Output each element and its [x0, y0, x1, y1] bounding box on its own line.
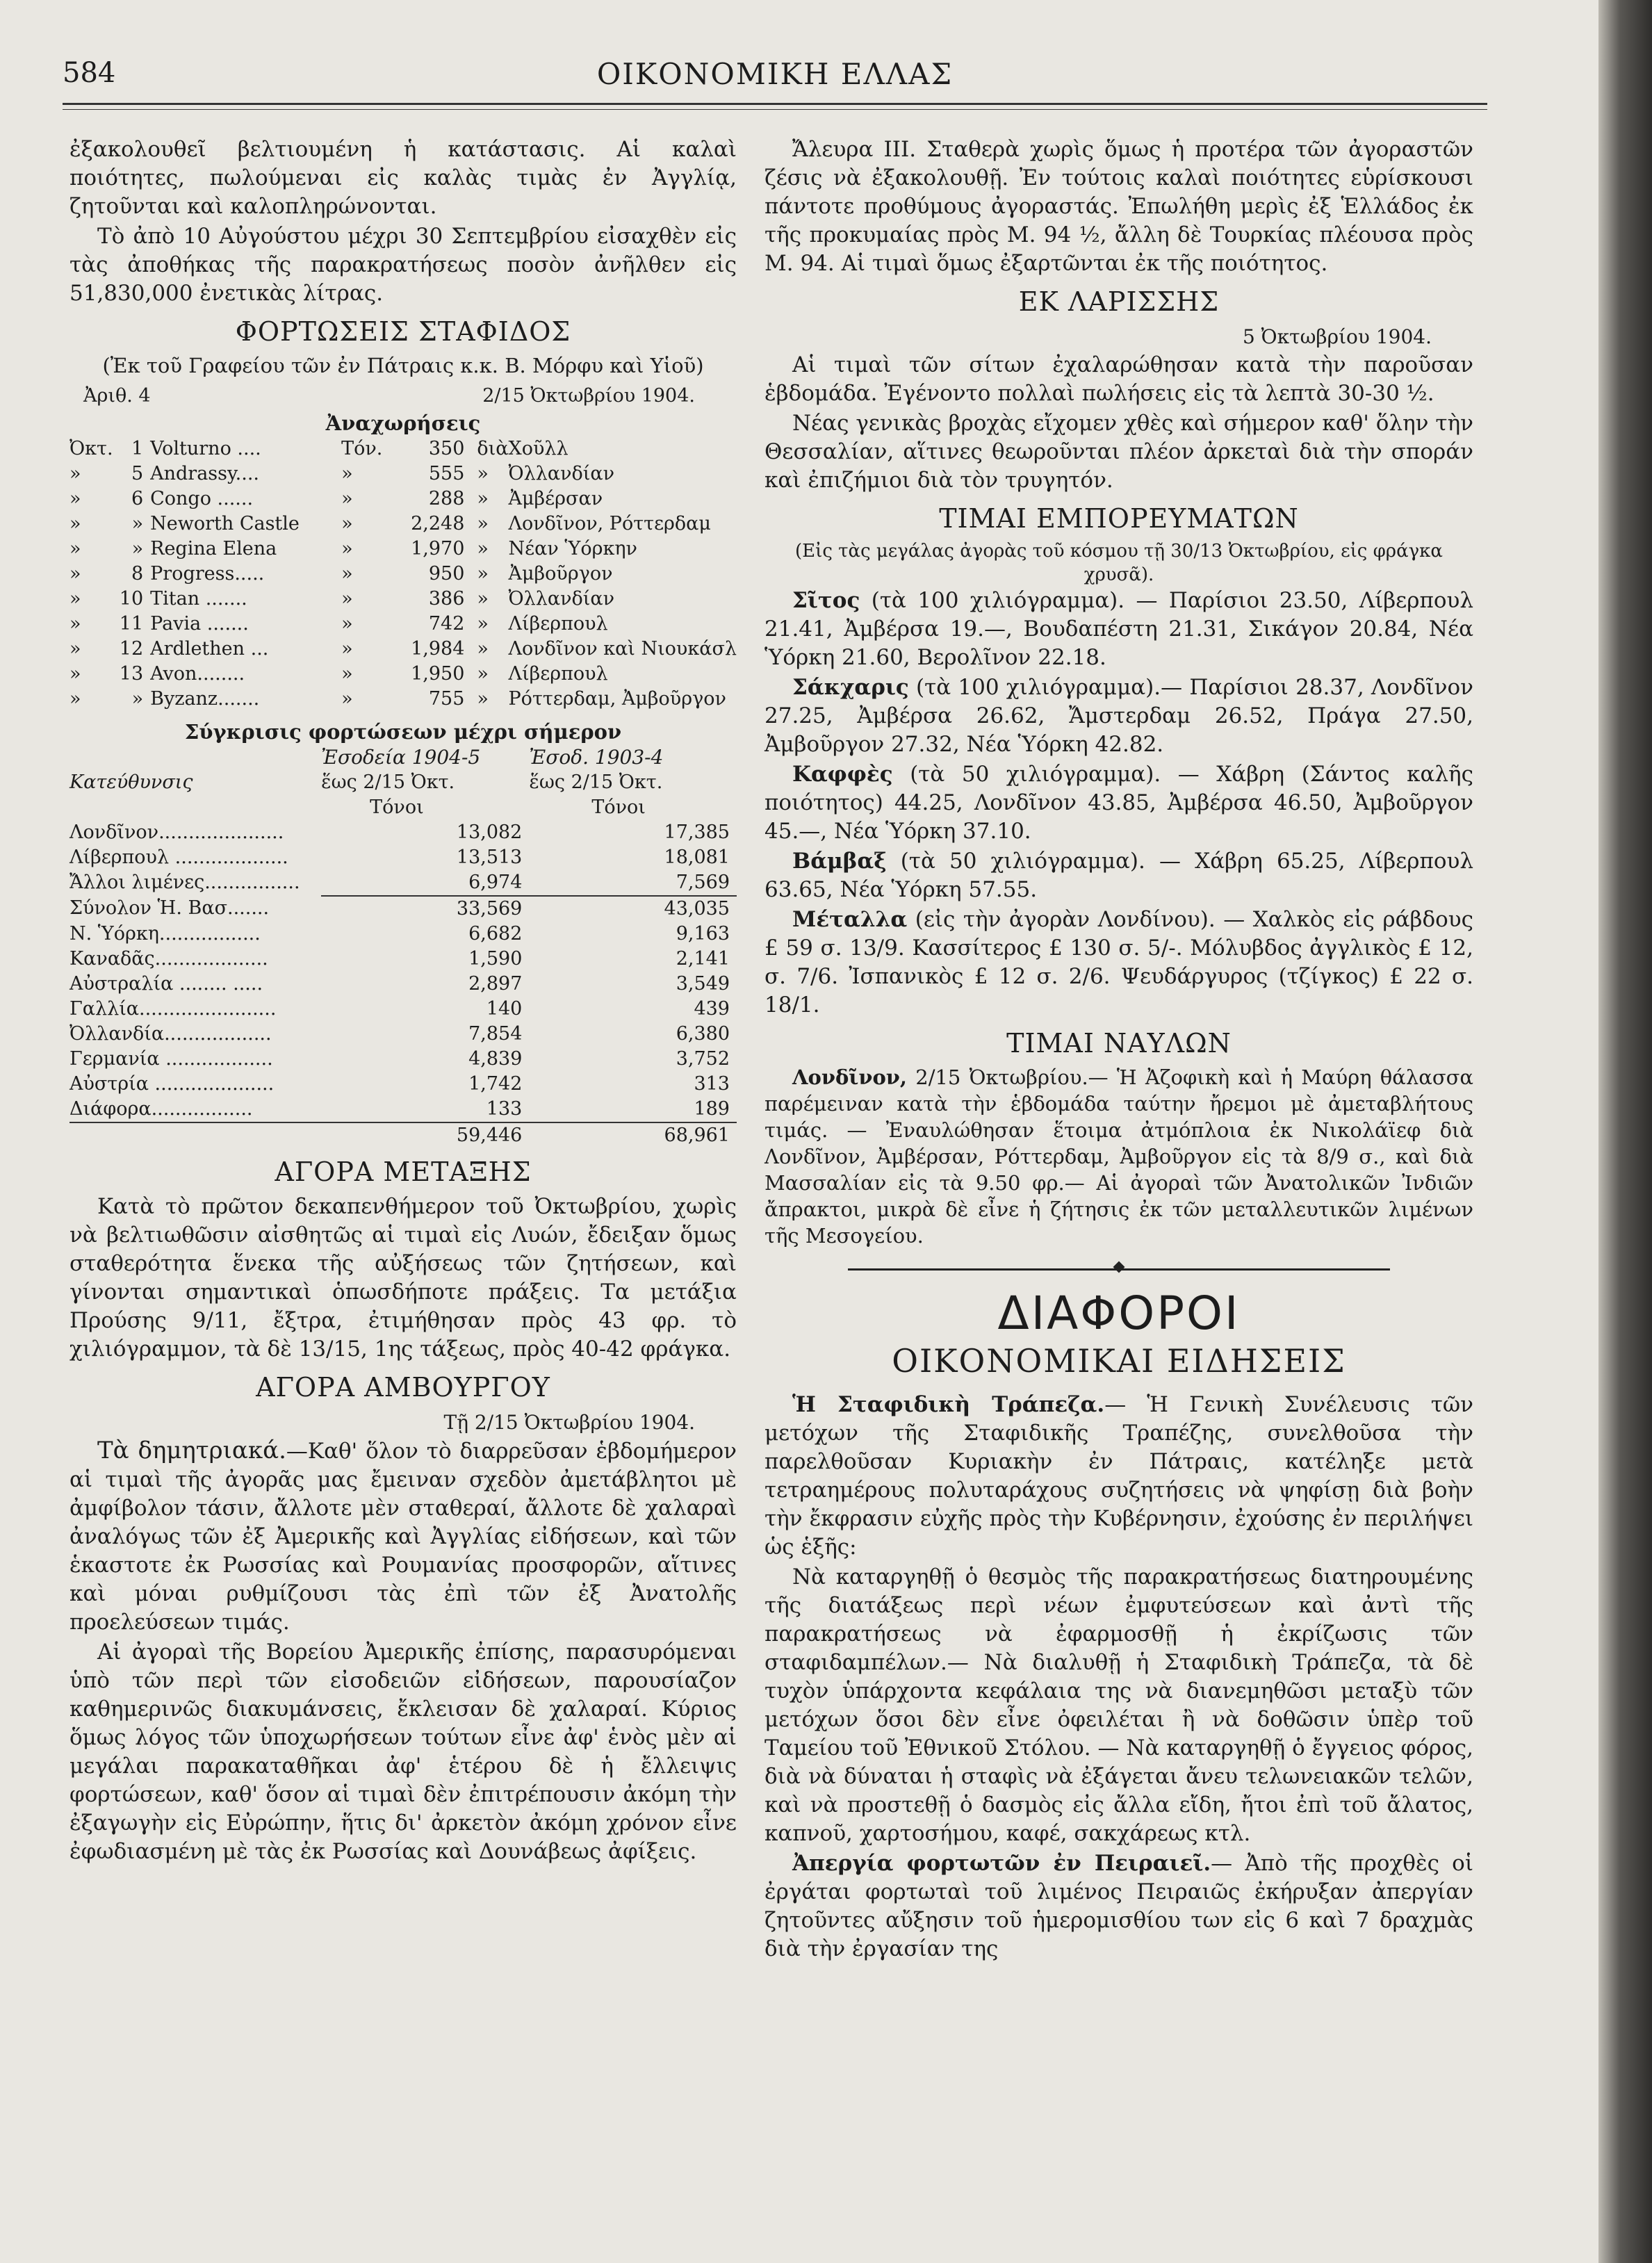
- strike-text: — Ἀπὸ τῆς προχθὲς οἱ ἐργάται φορτωταὶ τοῦ λιμένος Πειραιῶς ἐκήρυξαν ἀπεργίαν ζητοῦντες αὔξησιν τοῦ ἡμερομισθίου των εἰς 6 καὶ 7 δραχμὰς διὰ τὴν ἐργασίαν της: [764, 1851, 1473, 1961]
- departure-day: »: [131, 688, 144, 710]
- comparison-destination: Ἄλλοι λιμένες................: [69, 872, 300, 893]
- silk-market-text: Κατὰ τὸ πρῶτον δεκαπενθήμερον τοῦ Ὀκτωβρίου, χωρὶς νὰ βελτιωθῶσιν αἰσθητῶς αἱ τιμαὶ εἰς Λυών, ἔδειξαν ὅμως σταθερότητα ἕνεκα τῆς αὐξήσεως τῶν ζητήσεων, καὶ γίνονται σημαντικαὶ ὁπωσδήποτε πράξεις. Τα μετάξια Προύσης 9/11, ἔξτρα, ἐτιμήθησαν πρὸς 43 φρ. τὸ χιλιόγραμμον, τὰ δὲ 13/15, 1ης τάξεως, πρὸς 40-42 φράγκα.: [69, 1194, 737, 1362]
- value-1904: 7,854: [468, 1023, 523, 1045]
- value-1904: 6,974: [321, 870, 529, 896]
- value-1903: 7,569: [529, 870, 737, 896]
- departure-month: »: [69, 663, 81, 685]
- value-1904: 13,082: [456, 822, 523, 843]
- goods-price-item: [764, 587, 1473, 672]
- goods-name: Μέταλλα: [792, 907, 908, 932]
- ship-tons: 742: [428, 613, 465, 635]
- value-1903: 18,081: [664, 847, 730, 868]
- departure-month: »: [69, 638, 81, 660]
- flour-paragraph: Ἄλευρα ΙΙΙ. Σταθερὰ χωρὶς ὅμως ἡ προτέρα τῶν ἀγοραστῶν ζέσις νὰ ἐξακολουθῇ. Ἐν τούτοις καλαὶ ποιότητες εὑρίσκουσι πάντοτε προθύμους ἀγοραστάς. Ἐπωλήθη μερὶς ἐξ Ἑλλάδος ἐκ τῆς προκυμαίας πρὸς Μ. 94 ½, ἄλλη δὲ Τουρκίας πλέουσα πρὸς Μ. 94. Αἱ τιμαὶ ὅμως ἐξαρτῶνται ἐκ τῆς ποιότητος.: [764, 137, 1473, 276]
- misc-subtitle: ΟΙΚΟΝΟΜΙΚΑΙ ΕΙΔΗΣΕΙΣ: [892, 1342, 1346, 1380]
- departure-row: [69, 687, 737, 712]
- upto-2: ἕως 2/15 Ὀκτ.: [529, 771, 663, 793]
- value-1904: 1,590: [468, 948, 523, 970]
- tons-unit: »: [341, 688, 353, 710]
- ship-name: Avon........: [150, 663, 245, 685]
- total-1903: 68,961: [529, 1122, 737, 1148]
- departure-row: [69, 612, 737, 637]
- departure-month: »: [69, 463, 81, 484]
- departure-month: »: [69, 513, 81, 534]
- departure-row: [69, 637, 737, 662]
- value-1904: 2,897: [468, 973, 523, 995]
- raisin-date: 2/15 Ὀκτωβρίου 1904.: [482, 385, 695, 407]
- total-1904: 59,446: [321, 1122, 529, 1148]
- departure-day: 8: [131, 563, 144, 585]
- tons-unit: »: [341, 563, 353, 585]
- comparison-destination: Αὐστρία ....................: [69, 1073, 275, 1095]
- hamburg-lead: Τὰ δημητριακά.: [97, 1437, 286, 1464]
- raisin-number: Ἀριθ. 4: [83, 385, 151, 407]
- larissa-title: ΕΚ ΛΑΡΙΣΣΗΣ: [1018, 286, 1220, 317]
- departure-row: [69, 537, 737, 562]
- ship-tons: 1,970: [411, 538, 465, 559]
- ship-name: Andrassy....: [150, 463, 260, 484]
- larissa-date: 5 Ὀκτωβρίου 1904.: [1242, 325, 1432, 348]
- tons-unit: »: [341, 538, 353, 559]
- comparison-table: [69, 745, 737, 1148]
- departure-month: Ὀκτ.: [69, 438, 113, 459]
- comparison-destination: Καναδᾶς...................: [69, 948, 268, 970]
- strike-lead: Ἀπεργία φορτωτῶν ἐν Πειραιεῖ.: [792, 1851, 1211, 1876]
- section-divider: [764, 1259, 1473, 1280]
- ship-tons: 288: [428, 488, 465, 509]
- hamburg-paragraph-2: Αἱ ἀγοραὶ τῆς Βορείου Ἀμερικῆς ἐπίσης, παρασυρόμεναι ὑπὸ τῶν περὶ τῶν εἰσοδειῶν εἰδήσεων, παρουσίαζον καθημερινῶς διακυμάνσεις, ἔκλεισαν δὲ χαλαραί. Κύριος ὅμως λόγος τῶν ὑποχωρήσεων τούτων εἶνε ἀφ' ἑνὸς μὲν αἱ μεγάλαι παρακαταθῆκαι ἀφ' ἑτέρου δὲ ἡ ἔλλειψις φορτώσεων, καθ' ὅσον αἱ τιμαὶ δὲν ἐπιτρέπουσιν ἀκόμη τὴν ἐξαγωγὴν εἰς Εὐρώπην, ἥτις δι' ἀρκετὸν ἀκόμη χρόνον εἶνε ἐφωδιασμένη μὲ τὰς ἐκ Ρωσσίας καὶ Δουνάβεως ἀφίξεις.: [69, 1640, 737, 1864]
- ship-name: Congo ......: [150, 488, 254, 509]
- goods-name: Βάμβαξ: [792, 849, 887, 874]
- comparison-row: [69, 896, 737, 922]
- raisin-meta: [83, 382, 695, 410]
- upto-1: ἕως 2/15 Ὀκτ.: [321, 771, 455, 793]
- goods-price-text: (τὰ 100 χιλιόγραμμα). — Παρίσιοι 23.50, Λίβερπουλ 21.41, Ἀμβέρσα 19.—, Βουδαπέστη 21.31, Σικάγον 20.84, Νέα Ὑόρκη 21.60, Βερολῖνον 22.18.: [764, 588, 1473, 670]
- tons-unit: »: [341, 588, 353, 610]
- value-1904: 133: [486, 1098, 523, 1120]
- departure-day: 10: [119, 588, 144, 610]
- via-word: »: [477, 563, 489, 585]
- intro-paragraph-1: ἐξακολουθεῖ βελτιουμένη ἡ κατάστασις. Αἱ καλαὶ ποιότητες, πωλούμεναι εἰς καλὰς τιμὰς ἐν Ἀγγλίᾳ, ζητοῦνται καὶ καλοπληρώνονται.: [69, 137, 737, 219]
- departure-day: 13: [119, 663, 144, 685]
- departure-row: [69, 587, 737, 612]
- strike-paragraph: [764, 1849, 1473, 1963]
- departures-table: [69, 436, 737, 712]
- ship-destination: Χοῦλλ: [508, 438, 569, 459]
- page-header: [63, 57, 1487, 99]
- ship-name: Progress.....: [150, 563, 265, 585]
- freight-paragraph: [764, 1064, 1473, 1249]
- raisin-shipments-title: ΦΟΡΤΩΣΕΙΣ ΣΤΑΦΙΔΟΣ: [235, 316, 571, 347]
- value-1903: 9,163: [676, 923, 730, 945]
- ship-destination: Νέαν Ὑόρκην: [508, 538, 637, 559]
- departure-day: 12: [119, 638, 144, 660]
- value-1903: 3,549: [676, 973, 730, 995]
- departure-month: »: [69, 538, 81, 559]
- comparison-destination: Σύνολον Ἡ. Βασ.......: [69, 897, 270, 919]
- tons-unit: »: [341, 463, 353, 484]
- ship-destination: Ἀμβοῦργον: [508, 563, 613, 585]
- bank-lead: Ἡ Σταφιδικὴ Τράπεζα.: [792, 1392, 1105, 1417]
- via-word: »: [477, 463, 489, 484]
- raisin-source: (Ἐκ τοῦ Γραφείου τῶν ἐν Πάτραις κ.κ. Β. Μόρφυ καὶ Υἱοῦ): [102, 354, 704, 377]
- value-1904: 140: [486, 998, 523, 1020]
- departure-row: [69, 487, 737, 512]
- value-1904: 33,569: [456, 898, 523, 920]
- left-column: [69, 136, 737, 1868]
- departure-month: »: [69, 488, 81, 509]
- comparison-destination: Γαλλία.......................: [69, 998, 277, 1020]
- freight-lead: Λονδῖνον,: [792, 1065, 908, 1089]
- tons-unit: »: [341, 488, 353, 509]
- ship-tons: 386: [428, 588, 465, 610]
- goods-name: Σάκχαρις: [792, 675, 909, 700]
- freight-text: 2/15 Ὀκτωβρίου.— Ἡ Ἀζοφικὴ καὶ ἡ Μαύρη θάλασσα παρέμειναν κατὰ τὴν ἑβδομάδα ταύτην ἤρεμοι μὲ ἀμεταβλήτους τιμάς. — Ἐναυλώθησαν ἕτοιμα ἀτμόπλοια ἐκ Νικολάϊεφ διὰ Λονδῖνον, Ἀμβέρσαν, Ρόττερδαμ, Ἀμβοῦργον εἰς τὰ 8/9 σ., καὶ διὰ Μασσαλίαν εἰς τὰ 9.50 φρ.— Αἱ ἀγοραὶ τῶν Ἀνατολικῶν Ἰνδιῶν ἄπρακτοι, μικρὰ δὲ εἶνε ἡ ζήτησις ἐκ τῶν μεταλλευτικῶν λιμένων τῆς Μεσογείου.: [764, 1065, 1473, 1248]
- ship-name: Volturno ....: [150, 438, 261, 459]
- tons-unit: »: [341, 663, 353, 685]
- comparison-destination: Αὐστραλία ........ .....: [69, 973, 263, 995]
- departures-title: Ἀναχωρήσεις: [325, 411, 481, 435]
- comparison-row: [69, 1072, 737, 1097]
- departure-row: [69, 512, 737, 537]
- comparison-row: [69, 1022, 737, 1047]
- ship-tons: 555: [428, 463, 465, 484]
- comparison-title: Σύγκρισις φορτώσεων μέχρι σήμερον: [184, 720, 622, 744]
- via-word: »: [477, 488, 489, 509]
- departure-month: »: [69, 688, 81, 710]
- departure-month: »: [69, 613, 81, 635]
- value-1904: 4,839: [468, 1048, 523, 1070]
- via-word: »: [477, 613, 489, 635]
- bank-paragraph-1-text: — Ἡ Γενικὴ Συνέλευσις τῶν μετόχων τῆς Σταφιδικῆς Τραπέζης, συνελθοῦσα τὴν παρελθοῦσαν Κυριακὴν ἐν Πάτραις, κατέληξε μετὰ τετραημέρους πολυταράχους συζητήσεις νὰ ψηφίσῃ διὰ βοὴν τὴν ἔκφρασιν εὐχῆς πρὸς τὴν Κυβέρνησιν, ἐχούσης ἐν περιλήψει ὡς ἑξῆς:: [764, 1392, 1473, 1560]
- comparison-destination: Ὀλλανδία..................: [69, 1023, 272, 1045]
- comparison-row: [69, 1047, 737, 1072]
- goods-prices-subtitle: (Εἰς τὰς μεγάλας ἀγορὰς τοῦ κόσμου τῇ 30/13 Ὀκτωβρίου, εἰς φράγκα χρυσᾶ).: [795, 541, 1443, 585]
- silk-market-title: ΑΓΟΡΑ ΜΕΤΑΞΗΣ: [275, 1157, 532, 1187]
- comparison-row: [69, 997, 737, 1022]
- ship-destination: Λονδῖνον, Ρόττερδαμ: [508, 513, 711, 534]
- departure-row: [69, 436, 737, 461]
- period-1903: Ἐσοδ. 1903-4: [529, 746, 664, 769]
- goods-price-text: (τὰ 100 χιλιόγραμμα).— Παρίσιοι 28.37, Λονδῖνον 27.25, Ἀμβέρσα 26.62, Ἄμστερδαμ 26.52, Πράγα 27.50, Ἀμβοῦργον 27.32, Νέα Ὑόρκη 42.82.: [764, 675, 1473, 757]
- value-1903: 439: [694, 998, 730, 1020]
- ship-destination: Ρόττερδαμ, Ἀμβοῦργον: [508, 688, 726, 710]
- comparison-total-row: [69, 1122, 737, 1148]
- header-rule: [63, 103, 1487, 105]
- comparison-destination: Διάφορα.................: [69, 1098, 253, 1120]
- comparison-row: [69, 947, 737, 972]
- departure-day: »: [131, 513, 144, 534]
- departure-day: »: [131, 538, 144, 559]
- hamburg-date: Τῇ 2/15 Ὀκτωβρίου 1904.: [443, 1411, 695, 1434]
- hamburg-paragraph-1: [69, 1437, 737, 1637]
- value-1904: 1,742: [468, 1073, 523, 1095]
- period-1904: Ἐσοδεία 1904-5: [321, 746, 481, 769]
- ship-tons: 1,950: [411, 663, 465, 685]
- tons-unit: »: [341, 638, 353, 660]
- via-word: »: [477, 513, 489, 534]
- ship-tons: 350: [428, 438, 465, 459]
- unit-1: Τόνοι: [370, 796, 424, 818]
- value-1903: 313: [694, 1073, 730, 1095]
- hamburg-market-title: ΑΓΟΡΑ ΑΜΒΟΥΡΓΟΥ: [256, 1372, 550, 1403]
- comparison-row: [69, 845, 737, 870]
- value-1903: 6,380: [676, 1023, 730, 1045]
- larissa-paragraph-1: Αἱ τιμαὶ τῶν σίτων ἐχαλαρώθησαν κατὰ τὴν παροῦσαν ἑβδομάδα. Ἐγένοντο πολλαὶ πωλήσεις εἰς τὰ λεπτὰ 30-30 ½.: [764, 352, 1473, 406]
- comparison-row: [69, 1097, 737, 1122]
- via-word: διὰ: [477, 438, 509, 459]
- ship-name: Titan .......: [150, 588, 247, 610]
- ship-destination: Λονδῖνον καὶ Νιουκάσλ: [508, 638, 737, 660]
- departure-day: 1: [131, 438, 144, 459]
- freight-prices-title: ΤΙΜΑΙ ΝΑΥΛΩΝ: [1006, 1028, 1232, 1059]
- tons-unit: »: [341, 613, 353, 635]
- ship-name: Pavia .......: [150, 613, 249, 635]
- hamburg-paragraph-1-text: —Καθ' ὅλον τὸ διαρρεῦσαν ἑβδομήμερον αἱ τιμαὶ τῆς ἀγορᾶς μας ἔμειναν σχεδὸν ἀμετάβλητοι μὲ ἀμφίβολον τάσιν, ἄλλοτε μὲν σταθεραί, ἄλλοτε δὲ χαλαραὶ ἀναλόγως τῶν ἐξ Ἀμερικῆς καὶ Ἀγγλίας εἰδήσεων, καὶ τῶν ἑκαστοτε ἐκ Ρωσσίας καὶ Ρουμανίας προσφορῶν, αἵτινες καὶ μόναι ρυθμίζουσι τὰς ἐπὶ τῶν ἐξ Ἀνατολῆς προελεύσεων τιμάς.: [69, 1439, 737, 1635]
- departure-row: [69, 662, 737, 687]
- departure-row: [69, 461, 737, 487]
- page-edge-shadow: [1598, 0, 1652, 2263]
- unit-2: Τόνοι: [591, 796, 646, 818]
- ship-name: Neworth Castle: [150, 513, 300, 534]
- ship-destination: Λίβερπουλ: [508, 613, 608, 635]
- ship-tons: 950: [428, 563, 465, 585]
- via-word: »: [477, 663, 489, 685]
- goods-price-text: (τὰ 50 χιλιόγραμμα). — Χάβρη 65.25, Λίβερπουλ 63.65, Νέα Ὑόρκη 57.55.: [764, 849, 1473, 902]
- value-1904: 13,513: [456, 847, 523, 868]
- ship-name: Ardlethen ...: [150, 638, 269, 660]
- page-number: 584: [63, 57, 116, 89]
- via-word: »: [477, 688, 489, 710]
- departure-day: 11: [119, 613, 144, 635]
- via-word: »: [477, 638, 489, 660]
- header-rule-thin: [63, 109, 1487, 110]
- goods-prices-title: ΤΙΜΑΙ ΕΜΠΟΡΕΥΜΑΤΩΝ: [939, 503, 1299, 534]
- comparison-destination: Ν. Ὑόρκη.................: [69, 923, 261, 945]
- tons-unit: »: [341, 513, 353, 534]
- tons-unit: Τόν.: [341, 438, 383, 459]
- comparison-row: [69, 820, 737, 845]
- goods-prices-list: [764, 587, 1473, 1020]
- ship-name: Byzanz.......: [150, 688, 260, 710]
- ship-tons: 2,248: [411, 513, 465, 534]
- misc-title: ΔΙΑΦΟΡΟΙ: [997, 1286, 1241, 1340]
- bank-paragraph-1: [764, 1391, 1473, 1562]
- departure-day: 5: [131, 463, 144, 484]
- ship-name: Regina Elena: [150, 538, 277, 559]
- comparison-destination: Λίβερπουλ ...................: [69, 847, 288, 868]
- direction-header: Κατεύθυνσις: [69, 771, 193, 793]
- departure-month: »: [69, 563, 81, 585]
- departure-month: »: [69, 588, 81, 610]
- comparison-row: [69, 972, 737, 997]
- departure-row: [69, 562, 737, 587]
- comparison-row: [69, 870, 737, 896]
- value-1903: 43,035: [664, 898, 730, 920]
- goods-price-item: [764, 906, 1473, 1020]
- goods-price-text: (τὰ 50 χιλιόγραμμα). — Χάβρη (Σάντος καλῆς ποιότητος) 44.25, Λονδῖνον 43.85, Ἀμβέρσα 46.50, Ἀμβοῦργον 45.—, Νέα Ὑόρκη 37.10.: [764, 762, 1473, 844]
- value-1903: 3,752: [676, 1048, 730, 1070]
- goods-price-item: [764, 760, 1473, 846]
- ship-destination: Ἀμβέρσαν: [508, 488, 603, 509]
- ship-destination: Ὀλλανδίαν: [508, 588, 615, 610]
- via-word: »: [477, 588, 489, 610]
- via-word: »: [477, 538, 489, 559]
- comparison-row: [69, 922, 737, 947]
- value-1904: 6,682: [468, 923, 523, 945]
- goods-name: Σῖτος: [792, 588, 860, 613]
- goods-price-text: (εἰς τὴν ἀγορὰν Λονδίνου). — Χαλκὸς εἰς ράβδους £ 59 σ. 13/9. Κασσίτερος £ 130 σ. 5/-. Μόλυβδος ἀγγλικὸς £ 12, σ. 7/6. Ἰσπανικὸς £ 12 σ. 2/6. Ψευδάργυρος (τζίγκος) £ 22 σ. 18/1.: [764, 907, 1474, 1018]
- goods-price-item: [764, 673, 1473, 759]
- comparison-destination: Λονδῖνον.....................: [69, 822, 284, 843]
- ship-destination: Ὀλλανδίαν: [508, 463, 615, 484]
- right-column: [764, 136, 1473, 1965]
- ship-destination: Λίβερπουλ: [508, 663, 608, 685]
- value-1903: 17,385: [664, 822, 730, 843]
- ship-tons: 1,984: [411, 638, 465, 660]
- bank-paragraph-2: Νὰ καταργηθῇ ὁ θεσμὸς τῆς παρακρατήσεως διατηρουμένης τῆς διατάξεως περὶ νέων ἐμφυτεύσεων καὶ ἀντὶ τῆς παρακρατήσεως νὰ ἐφαρμοσθῇ ἡ ἐκρίζωσις τῶν σταφιδαμπέλων.— Νὰ διαλυθῇ ἡ Σταφιδικὴ Τράπεζα, τὰ δὲ τυχὸν ὑπάρχοντα κεφάλαια της νὰ διανεμηθῶσι μεταξὺ τῶν μετόχων ὅσοι δὲν εἶνε ὀφειλέται ἢ νὰ δοθῶσιν ὑπὲρ τοῦ Ταμείου τοῦ Ἐθνικοῦ Στόλου. — Νὰ καταργηθῇ ὁ ἔγγειος φόρος, διὰ νὰ δύναται ἡ σταφὶς νὰ ἐξάγεται ἄνευ τελωνειακῶν τελῶν, καὶ νὰ προστεθῇ ὁ δασμὸς εἰς ἄλλα εἴδη, ἤτοι ἐπὶ τοῦ ἄλατος, καπνοῦ, χαρτοσήμου, καφέ, σακχάρεως κτλ.: [764, 1565, 1473, 1846]
- larissa-paragraph-2: Νέας γενικὰς βροχὰς εἴχομεν χθὲς καὶ σήμερον καθ' ὅλην τὴν Θεσσαλίαν, αἵτινες θεωροῦνται πλέον ἀρκεταὶ διὰ τὴν σποράν καὶ ἐπιζήμιοι διὰ τὸν τρυγητόν.: [764, 411, 1473, 493]
- goods-price-item: [764, 847, 1473, 904]
- departure-day: 6: [131, 488, 144, 509]
- intro-paragraph-2: Τὸ ἀπὸ 10 Αὐγούστου μέχρι 30 Σεπτεμβρίου εἰσαχθὲν εἰς τὰς ἀποθήκας τῆς παρακρατήσεως ποσὸν ἀνῆλθεν εἰς 51,830,000 ἐνετικὰς λίτρας.: [69, 224, 737, 306]
- journal-title: ΟΙΚΟΝΟΜΙΚΗ ΕΛΛΑΣ: [596, 57, 954, 91]
- ship-tons: 755: [428, 688, 465, 710]
- comparison-destination: Γερμανία ..................: [69, 1048, 273, 1070]
- value-1903: 189: [694, 1098, 730, 1120]
- value-1903: 2,141: [676, 948, 730, 970]
- goods-name: Καφφὲς: [792, 762, 893, 787]
